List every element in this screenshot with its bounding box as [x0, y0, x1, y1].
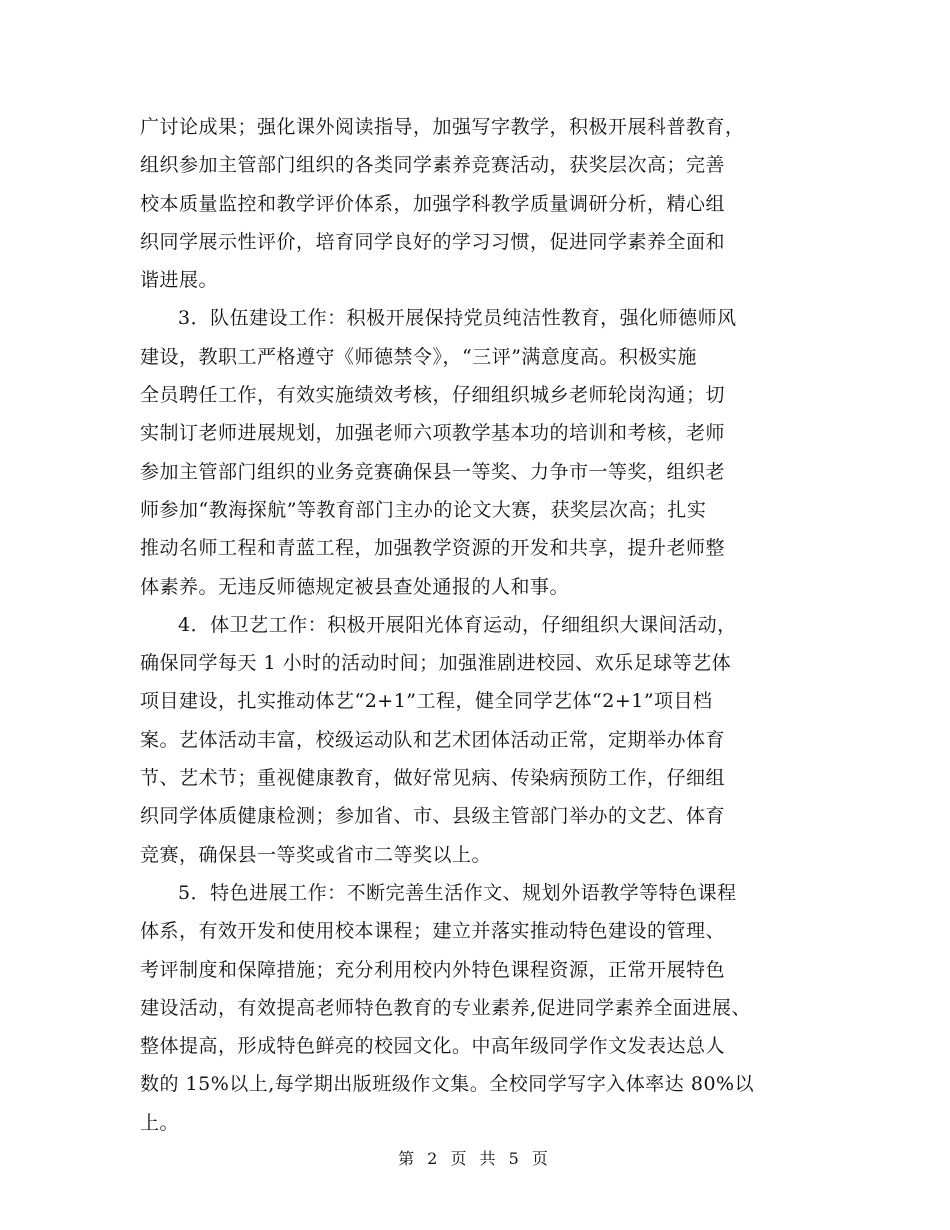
- text-line: 校本质量监控和教学评价体系，加强学科教学质量调研分析，精心组: [140, 192, 726, 215]
- text-line: 全员聘任工作，有效实施绩效考核，仔细组织城乡老师轮岗沟通；切: [140, 384, 726, 407]
- text-line: 体素养。无违反师德规定被县查处通报的人和事。: [140, 575, 570, 598]
- text-line: 整体提高，形成特色鲜亮的校园文化。中高年级同学作文发表达总人: [140, 1035, 726, 1058]
- page-number-footer: 第 2 页 共 5 页: [398, 1149, 552, 1168]
- section-heading-line: 5．特色进展工作：不断完善生活作文、规划外语教学等特色课程: [178, 881, 737, 904]
- text-line: 建设，教职工严格遵守《师德禁令》，“三评”满意度高。积极实施: [140, 345, 697, 368]
- document-body: [140, 108, 810, 1142]
- text-line: 项目建设，扎实推动体艺“2+1”工程，健全同学艺体“2+1”项目档: [140, 690, 713, 713]
- text-line: 推动名师工程和青蓝工程，加强教学资源的开发和共享，提升老师整: [140, 537, 726, 560]
- text-line: 谐进展。: [140, 269, 219, 292]
- text-line: 案。艺体活动丰富，校级运动队和艺术团体活动正常，定期举办体育: [140, 728, 726, 751]
- text-line: 织同学展示性评价，培育同学良好的学习习惯，促进同学素养全面和: [140, 230, 726, 253]
- text-line: 参加主管部门组织的业务竞赛确保县一等奖、力争市一等奖，组织老: [140, 460, 726, 483]
- section-heading-line: 4．体卫艺工作：积极开展阳光体育运动，仔细组织大课间活动，: [178, 613, 737, 636]
- text-line: 体系，有效开发和使用校本课程；建立并落实推动特色建设的管理、: [140, 920, 726, 943]
- text-line: 师参加“教海探航”等教育部门主办的论文大赛，获奖层次高；扎实: [140, 498, 707, 521]
- text-line: 竞赛，确保县一等奖或省市二等奖以上。: [140, 843, 492, 866]
- text-line: 节、艺术节；重视健康教育，做好常见病、传染病预防工作，仔细组: [140, 767, 726, 790]
- text-line: 广讨论成果；强化课外阅读指导，加强写字教学，积极开展科普教育，: [140, 116, 745, 138]
- text-line: 确保同学每天 1 小时的活动时间；加强淮剧进校园、欢乐足球等艺体: [140, 652, 732, 675]
- text-line: 组织参加主管部门组织的各类同学素养竞赛活动，获奖层次高；完善: [140, 154, 726, 177]
- text-line: 建设活动，有效提高老师特色教育的专业素养,促进同学素养全面进展、: [140, 996, 752, 1019]
- text-line: 上。: [140, 1111, 180, 1134]
- text-line: 织同学体质健康检测；参加省、市、县级主管部门举办的文艺、体育: [140, 805, 726, 828]
- section-heading-line: 3．队伍建设工作：积极开展保持党员纯洁性教育，强化师德师风: [178, 307, 737, 330]
- text-line: 考评制度和保障措施；充分利用校内外特色课程资源，正常开展特色: [140, 958, 726, 981]
- text-line: 数的 15%以上,每学期出版班级作文集。全校同学写字入体率达 80%以: [140, 1073, 755, 1096]
- text-line: 实制订老师进展规划，加强老师六项教学基本功的培训和考核，老师: [140, 422, 726, 445]
